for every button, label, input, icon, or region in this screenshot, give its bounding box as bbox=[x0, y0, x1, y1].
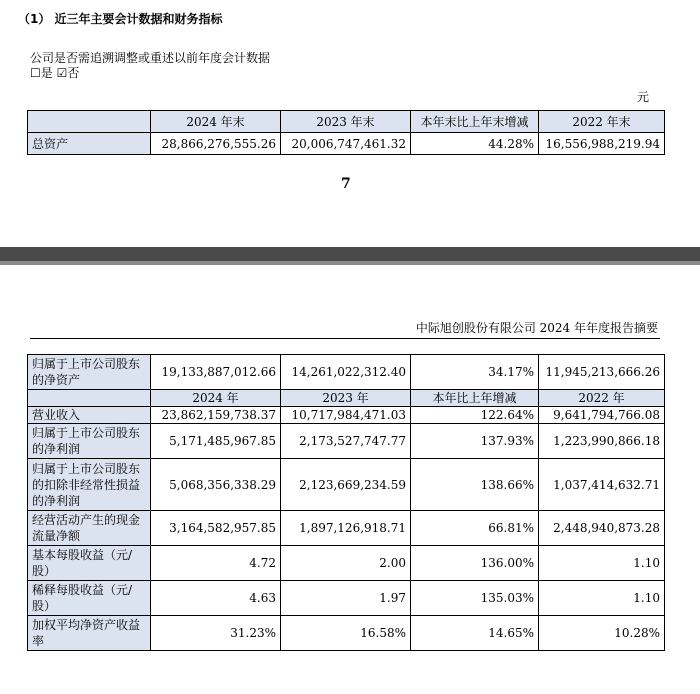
value-2023: 10,717,984,471.03 bbox=[281, 407, 411, 424]
row-label: 归属于上市公司股东的扣除非经常性损益的净利润 bbox=[28, 459, 151, 511]
value-2022: 9,641,794,766.08 bbox=[539, 407, 665, 424]
value-2024: 4.63 bbox=[151, 581, 281, 616]
value-2024: 3,164,582,957.85 bbox=[151, 511, 281, 546]
value-change: 122.64% bbox=[411, 407, 539, 424]
value-change: 66.81% bbox=[411, 511, 539, 546]
yes-label: 是 bbox=[40, 66, 53, 80]
table-row bbox=[28, 459, 665, 511]
table-header-row bbox=[28, 111, 665, 133]
header-cell: 2022 年 bbox=[539, 390, 665, 407]
page-divider bbox=[0, 247, 700, 261]
value-2024: 28,866,276,555.26 bbox=[151, 133, 281, 155]
table-row bbox=[28, 424, 665, 459]
header-cell: 2023 年 bbox=[281, 390, 411, 407]
value-2023: 14,261,022,312.40 bbox=[281, 355, 411, 390]
value-2023: 2,123,669,234.59 bbox=[281, 459, 411, 511]
value-2024: 19,133,887,012.66 bbox=[151, 355, 281, 390]
table-header-row bbox=[28, 390, 665, 407]
value-2022: 2,448,940,873.28 bbox=[539, 511, 665, 546]
restatement-options bbox=[30, 64, 79, 81]
value-2022: 1.10 bbox=[539, 546, 665, 581]
page-number: 7 bbox=[341, 176, 351, 192]
value-2022: 1,037,414,632.71 bbox=[539, 459, 665, 511]
table-row bbox=[28, 407, 665, 424]
currency-unit: 元 bbox=[637, 90, 650, 104]
value-2023: 1.97 bbox=[281, 581, 411, 616]
header-cell: 2024 年末 bbox=[151, 111, 281, 133]
value-2024: 31.23% bbox=[151, 616, 281, 651]
header-cell: 2024 年 bbox=[151, 390, 281, 407]
header-rule bbox=[30, 338, 660, 339]
running-header: 中际旭创股份有限公司 2024 年年度报告摘要 bbox=[415, 321, 658, 335]
header-cell: 本年比上年增减 bbox=[411, 390, 539, 407]
table-row bbox=[28, 355, 665, 390]
value-2022: 16,556,988,219.94 bbox=[539, 133, 665, 155]
value-2024: 5,068,356,338.29 bbox=[151, 459, 281, 511]
value-2023: 2,173,527,747.77 bbox=[281, 424, 411, 459]
value-2022: 1,223,990,866.18 bbox=[539, 424, 665, 459]
header-cell bbox=[28, 390, 151, 407]
value-2023: 1,897,126,918.71 bbox=[281, 511, 411, 546]
header-cell: 2023 年末 bbox=[281, 111, 411, 133]
value-change: 135.03% bbox=[411, 581, 539, 616]
table-row bbox=[28, 511, 665, 546]
header-cell: 本年末比上年末增减 bbox=[411, 111, 539, 133]
table-row bbox=[28, 616, 665, 651]
header-cell bbox=[28, 111, 151, 133]
row-label: 稀释每股收益（元/股） bbox=[28, 581, 151, 616]
section-heading: （1） 近三年主要会计数据和财务指标 bbox=[18, 12, 223, 26]
row-label: 总资产 bbox=[28, 133, 151, 155]
value-2023: 20,006,747,461.32 bbox=[281, 133, 411, 155]
value-2023: 2.00 bbox=[281, 546, 411, 581]
total-assets-table bbox=[27, 110, 665, 155]
value-2024: 23,862,159,738.37 bbox=[151, 407, 281, 424]
value-change: 44.28% bbox=[411, 133, 539, 155]
value-change: 14.65% bbox=[411, 616, 539, 651]
table-row bbox=[28, 133, 665, 155]
value-2023: 16.58% bbox=[281, 616, 411, 651]
value-2024: 4.72 bbox=[151, 546, 281, 581]
row-label: 基本每股收益（元/股） bbox=[28, 546, 151, 581]
table-row bbox=[28, 581, 665, 616]
value-change: 34.17% bbox=[411, 355, 539, 390]
value-change: 136.00% bbox=[411, 546, 539, 581]
row-label: 经营活动产生的现金流量净额 bbox=[28, 511, 151, 546]
value-2022: 10.28% bbox=[539, 616, 665, 651]
no-label: 否 bbox=[67, 66, 80, 80]
value-2022: 1.10 bbox=[539, 581, 665, 616]
row-label: 归属于上市公司股东的净利润 bbox=[28, 424, 151, 459]
row-label: 归属于上市公司股东的净资产 bbox=[28, 355, 151, 390]
value-2024: 5,171,485,967.85 bbox=[151, 424, 281, 459]
table-row bbox=[28, 546, 665, 581]
value-change: 138.66% bbox=[411, 459, 539, 511]
restatement-question: 公司是否需追溯调整或重述以前年度会计数据 bbox=[30, 51, 271, 65]
value-2022: 11,945,213,666.26 bbox=[539, 355, 665, 390]
value-change: 137.93% bbox=[411, 424, 539, 459]
row-label: 加权平均净资产收益率 bbox=[28, 616, 151, 651]
header-cell: 2022 年末 bbox=[539, 111, 665, 133]
row-label: 营业收入 bbox=[28, 407, 151, 424]
no-checkbox-icon[interactable]: ☑ bbox=[56, 66, 68, 80]
financial-indicators-table bbox=[27, 354, 665, 651]
yes-checkbox-icon[interactable]: ☐ bbox=[30, 66, 41, 80]
